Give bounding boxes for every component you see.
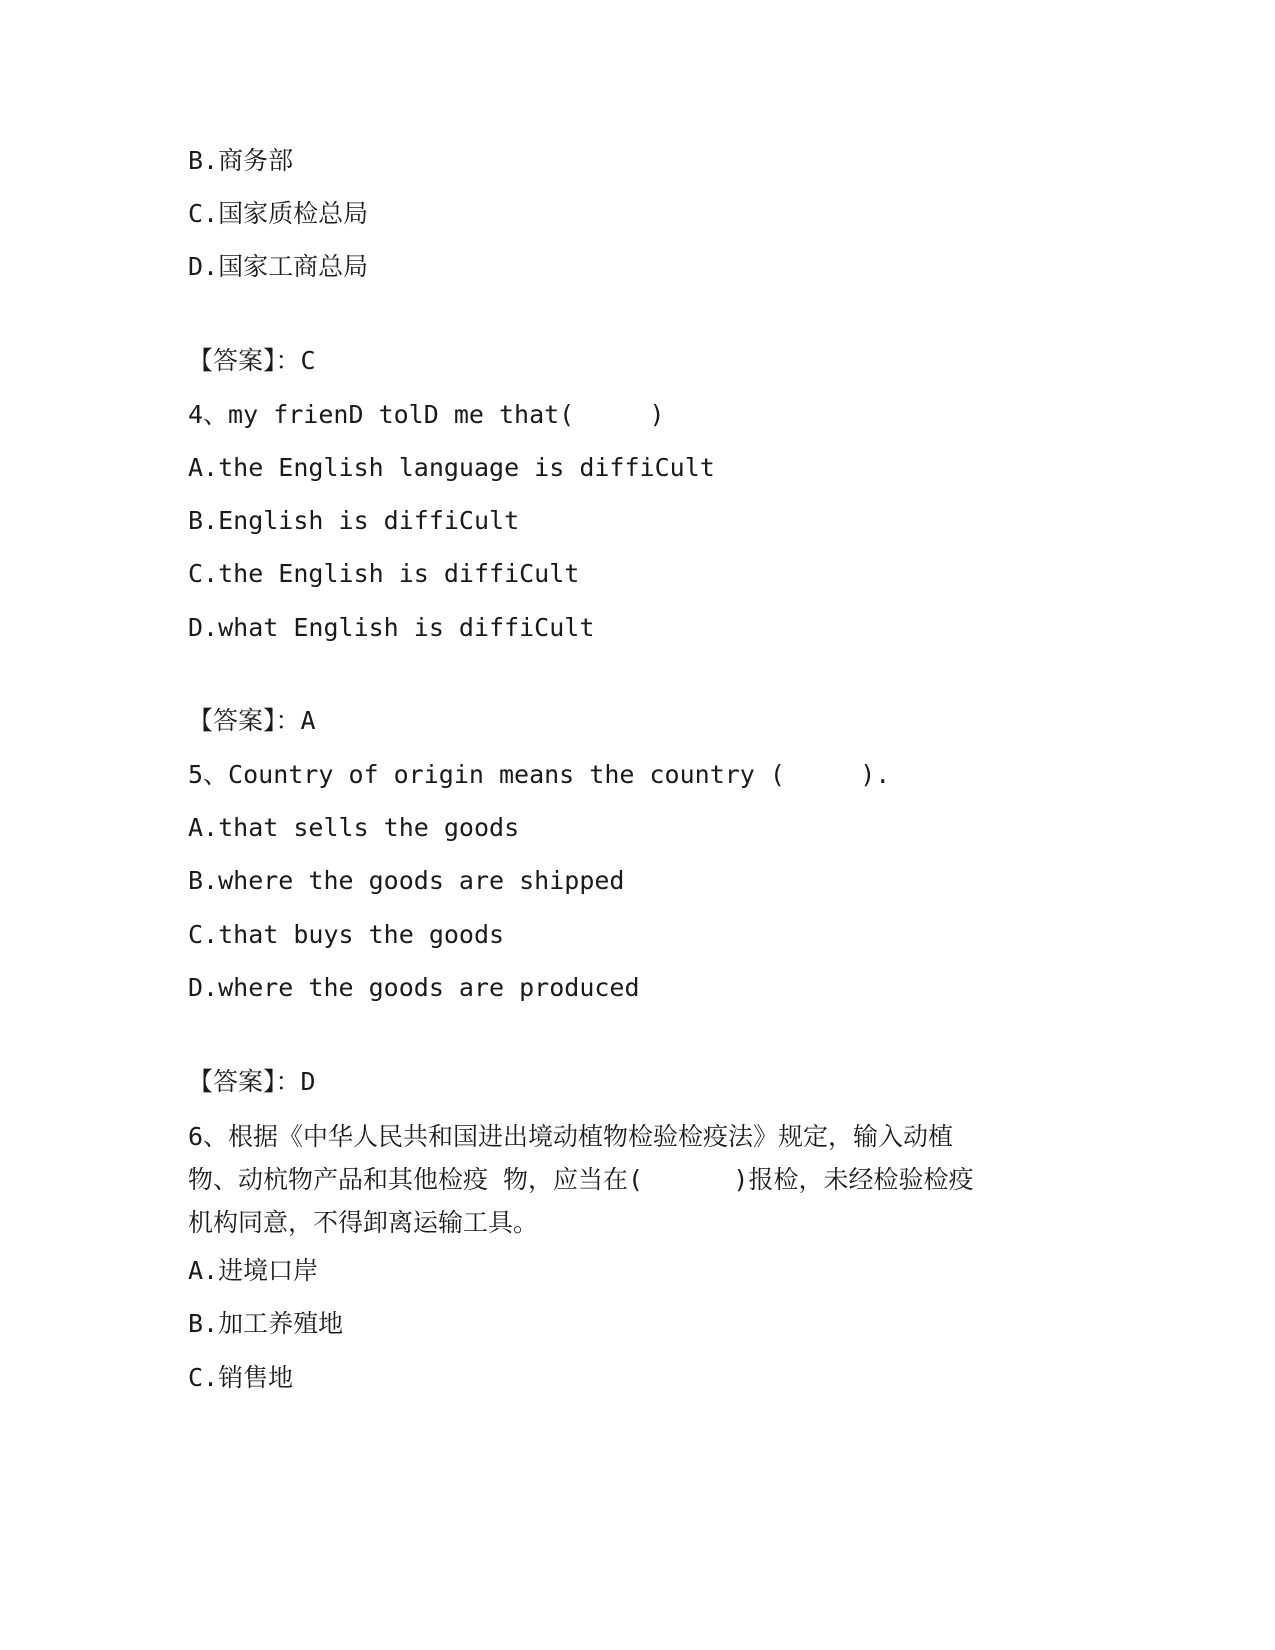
q5-stem: 5、Country of origin means the country ( ). (188, 760, 891, 789)
q5-answer: 【答案】：D (188, 1067, 316, 1096)
q4-option-b: B.English is diffiCult (188, 506, 520, 535)
q4-answer: 【答案】：A (188, 706, 316, 735)
q6-stem-line-3: 机构同意，不得卸离运输工具。 (188, 1208, 539, 1237)
q6-stem (188, 1115, 1088, 1244)
q4-option-d: D.what English is diffiCult (188, 613, 595, 642)
q4-stem: 4、my frienD tolD me that( ) (188, 400, 665, 429)
q6-option-c: C.销售地 (188, 1363, 294, 1392)
q6-stem-line-1: 6、根据《中华人民共和国进出境动植物检验检疫法》规定，输入动植 (188, 1122, 954, 1151)
q6-stem-line-2: 物、动杭物产品和其他检疫 物，应当在( )报检，未经检验检疫 (188, 1165, 974, 1194)
q3-answer: 【答案】：C (188, 346, 316, 375)
q3-option-b: B.商务部 (188, 146, 294, 175)
q3-option-c: C.国家质检总局 (188, 199, 369, 228)
q3-option-d: D.国家工商总局 (188, 252, 369, 281)
q5-option-d: D.where the goods are produced (188, 973, 640, 1002)
q6-option-b: B.加工养殖地 (188, 1309, 344, 1338)
q6-option-a: A.进境口岸 (188, 1256, 319, 1285)
q4-option-c: C.the English is diffiCult (188, 559, 580, 588)
q5-option-a: A.that sells the goods (188, 813, 520, 842)
q5-option-b: B.where the goods are shipped (188, 866, 625, 895)
q5-option-c: C.that buys the goods (188, 920, 505, 949)
q4-option-a: A.the English language is diffiCult (188, 453, 715, 482)
